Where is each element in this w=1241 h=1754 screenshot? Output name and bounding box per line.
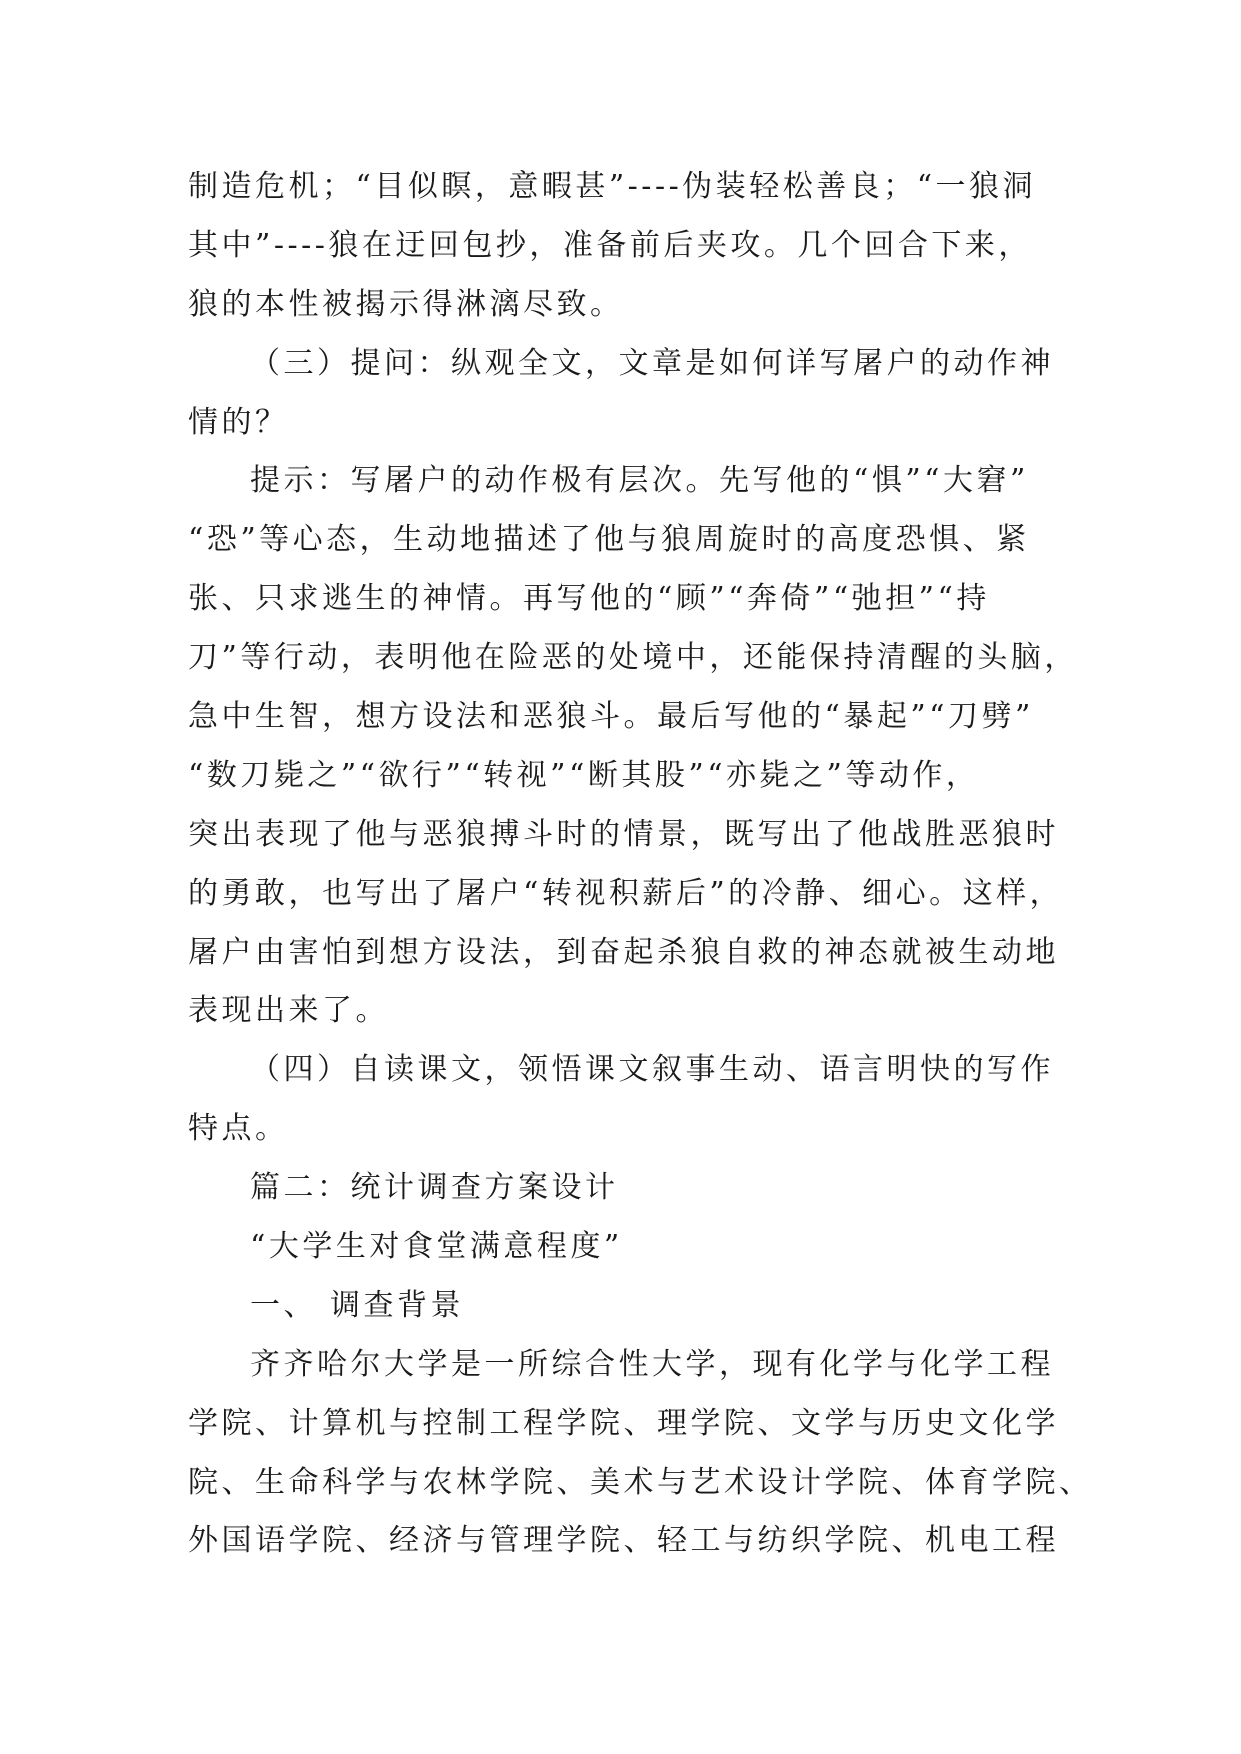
text-line: 篇二：统计调查方案设计 — [250, 1170, 619, 1206]
text-line: 情的？ — [188, 404, 289, 440]
text-line: 其中”----狼在迂回包抄，准备前后夹攻。几个回合下来， — [188, 227, 1032, 263]
text-line: 突出表现了他与恶狼搏斗时的情景，既写出了他战胜恶狼时 — [188, 816, 1059, 852]
text-line: （三）提问：纵观全文，文章是如何详写屠户的动作神 — [250, 345, 1054, 381]
text-line: 制造危机；“目似瞑，意暇甚”----伪装轻松善良；“一狼洞 — [188, 169, 1037, 204]
text-line: 屠户由害怕到想方设法，到奋起杀狼自救的神态就被生动地 — [188, 934, 1059, 970]
text-line: 狼的本性被揭示得淋漓尽致。 — [188, 286, 624, 322]
text-line: 刀”等行动，表明他在险恶的处境中，还能保持清醒的头脑， — [188, 640, 1078, 676]
body-text — [188, 158, 1093, 1571]
text-line: 一、 调查背景 — [250, 1287, 465, 1323]
text-line: 齐齐哈尔大学是一所综合性大学，现有化学与化学工程 — [250, 1346, 1054, 1382]
text-line: “大学生对食堂满意程度” — [250, 1229, 623, 1265]
text-line: 学院、计算机与控制工程学院、理学院、文学与历史文化学 — [188, 1405, 1059, 1441]
text-line: 表现出来了。 — [188, 993, 389, 1029]
text-line: 的勇敢，也写出了屠户“转视积薪后”的冷静、细心。这样， — [188, 875, 1064, 911]
text-line: 提示：写屠户的动作极有层次。先写他的“惧”“大窘” — [250, 463, 1029, 499]
text-line: （四）自读课文，领悟课文叙事生动、语言明快的写作 — [250, 1052, 1054, 1088]
text-line: “恐”等心态，生动地描述了他与狼周旋时的高度恐惧、紧 — [188, 522, 1030, 558]
text-line: 急中生智，想方设法和恶狼斗。最后写他的“暴起”“刀劈” — [188, 699, 1034, 735]
text-line: “数刀毙之”“欲行”“转视”“断其股”“亦毙之”等动作， — [188, 757, 980, 793]
text-line: 外国语学院、经济与管理学院、轻工与纺织学院、机电工程 — [188, 1523, 1059, 1559]
text-line: 特点。 — [188, 1111, 289, 1147]
text-line: 张、只求逃生的神情。再写他的“顾”“奔倚”“弛担”“持 — [188, 581, 990, 617]
text-line: 院、生命科学与农林学院、美术与艺术设计学院、体育学院、 — [188, 1464, 1093, 1500]
